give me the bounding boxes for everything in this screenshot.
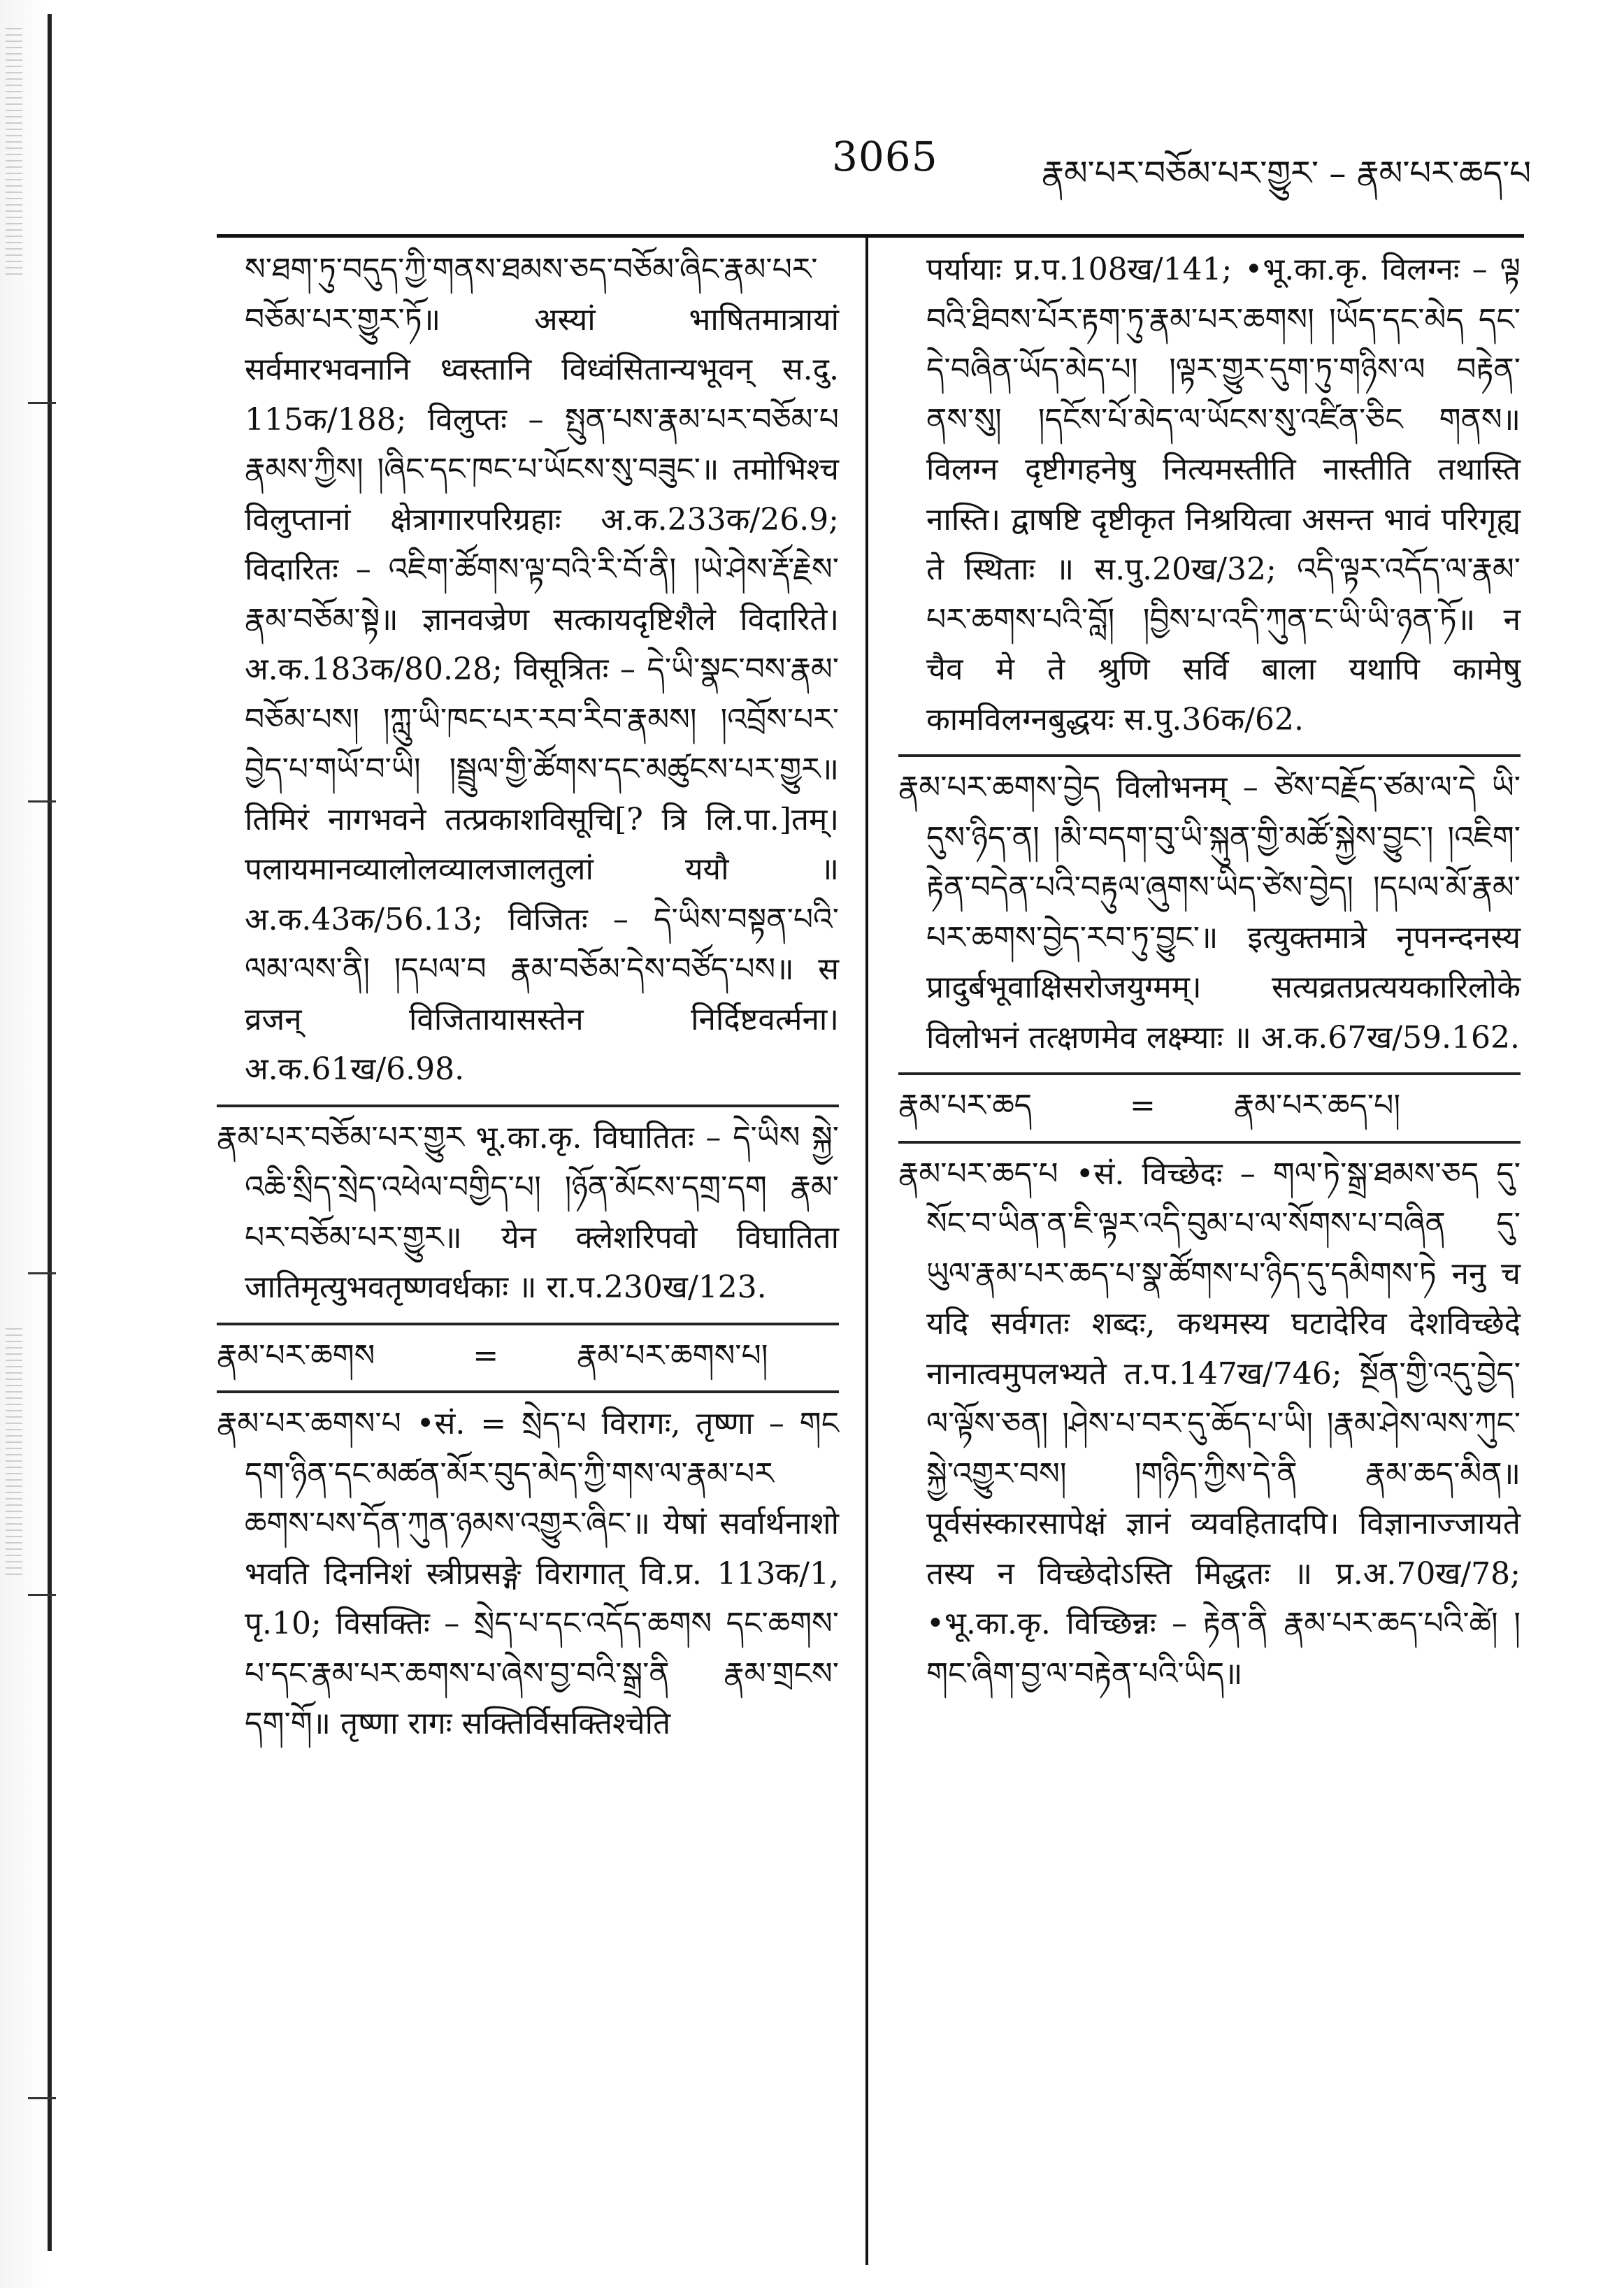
binding-tick [28,800,56,803]
page-number: 3065 [832,133,938,180]
dictionary-entry-crossref: རྣམ་པར་ཆགས = རྣམ་པར་ཆགས་པ། [217,1323,839,1381]
dictionary-entry: ས་ཐག་ཏུ་བདུད་ཀྱི་གནས་ཐམས་ཅད་བཅོམ་ཞིང་རྣམ་པར་བཅོམ་པར་གྱུར་ཏོ॥ अस्यां भाषितमात्रायां सर्वमारभवनानि ध्वस्तानि विध्वंसितान्यभूवन् स.दु. 115क/188; विलुप्तः – སྤུན་པས་རྣམ་པར་བཅོམ་པ རྣམས་ཀྱིས། །ཞིང་དང་ཁང་པ་ཡོངས་སུ་བཟུང་॥ तमोभिश्च विलुप्तानां क्षेत्रागारपरिग्रहाः अ.क.233क/26.9; विदारितः – འཇིག་ཚོགས་ལྟ་བའི་རི་བོ་ནི། །ཡེ་ཤེས་རྡོ་རྗེས་རྣམ་བཅོམ་སྟེ॥ ज्ञानवज्रेण सत्कायदृष्टिशैले विदारिते। अ.क.183क/80.28; विसूत्रितः – དེ་ཡི་སྣང་བས་རྣམ་བཅོམ་པས། །ཀླུ་ཡི་ཁང་པར་རབ་རིབ་རྣམས། །འབྲོས་པར་བྱེད་པ་གཡོ་བ་ཡི། །སྦྲུལ་གྱི་ཚོགས་དང་མཚུངས་པར་གྱུར॥ तिमिरं नागभवने तत्प्रकाशविसूचि[? त्रि लि.पा.]तम्। पलायमानव्यालोलव्यालजालतुलां ययौ ॥ अ.क.43क/56.13; विजितः – དེ་ཡིས་བསྟན་པའི་ལམ་ལས་ནི། །དཔལ་བ རྣམ་བཅོམ་དེས་བཙོད་པས॥ स व्रजन् विजितायासस्तेन निर्दिष्टवर्त्मना। अ.क.61ख/6.98. [245,252,839,1087]
left-column [217,245,839,1757]
binding-tick [28,2097,56,2099]
scan-noise [6,1328,22,1580]
dictionary-entry: རྣམ་པར་ཆད་པ •सं. विच्छेदः – གལ་ཏེ་སྒྲ་ཐམས་ཅད དུ་སོང་བ་ཡིན་ན་ཇི་ལྟར་འདི་བུམ་པ་ལ་སོགས་པ་བཞིན དུ་ཡུལ་རྣམ་པར་ཆད་པ་སྣ་ཚོགས་པ་ཉིད་དུ་དམིགས་ཏེ ननु च यदि सर्वगतः शब्दः, कथमस्य घटादेरिव देशविच्छेदे नानात्वमुपलभ्यते त.प.147ख/746; སྔོན་གྱི་འདུ་བྱེད་ལ་ལྟོས་ཅན། །ཤེས་པ་བར་དུ་ཆོད་པ་ཡི། །རྣམ་ཤེས་ལས་ཀུང་སྐྱེ་འགྱུར་བས། །གཉིད་ཀྱིས་དེ་ནི རྣམ་ཆད་མིན॥ पूर्वसंस्कारसापेक्षं ज्ञानं व्यवहितादपि। विज्ञानाज्जायते तस्य न विच्छेदोऽस्ति मिद्धतः ॥ प्र.अ.70ख/78; •भू.का.कृ. विच्छिन्नः – རྟེན་ནི རྣམ་པར་ཆད་པའི་ཚེ། །གང་ཞིག་བྱ་ལ་བརྟེན་པའི་ཡིད॥ [898,1141,1521,1699]
dictionary-entry: पर्यायाः प्र.प.108ख/141; •भू.का.कृ. विलग्नः – ལྟ བའི་ཐིབས་པོར་རྟག་ཏུ་རྣམ་པར་ཆགས། །ཡོད་དང་མེད དང་དེ་བཞིན་ཡོད་མེད་པ། །ལྟར་གྱུར་དུག་ཏུ་གཉིས་ལ བརྟེན་ནས་སུ། །དངོས་པོ་མེད་ལ་ཡོངས་སུ་འཛིན་ཅིང གནས॥ विलग्न दृष्टीगहनेषु नित्यमस्तीति नास्तीति तथास्ति नास्ति। द्वाषष्टि दृष्टीकृत निश्रयित्वा असन्त भावं परिगृह्य ते स्थिताः ॥ स.पु.20ख/32; འདི་ལྟར་འདོད་ལ་རྣམ་པར་ཆགས་པའི་བློ། །བྱིས་པ་འདི་ཀུན་ང་ཡི་ཡི་ཉན་ཏོ॥ न चैव मे ते श्रुणि सर्वि बाला यथापि कामेषु कामविलग्नबुद्धयः स.पु.36क/62. [926,252,1521,738]
dictionary-entry-crossref: རྣམ་པར་ཆད = རྣམ་པར་ཆད་པ། [898,1072,1521,1131]
right-column [898,245,1521,1707]
binding-tick [28,1272,56,1274]
dictionary-entry: རྣམ་པར་བཅོམ་པར་གྱུར भू.का.कृ. विघातितः – དེ་ཡིས སྐྱེ་འཆི་སྲིད་སྲེད་འཕེལ་བགྱིད་པ། །ཉོན་མོངས་དགྲ་དག རྣམ་པར་བཅོམ་པར་གྱུར॥ येन क्लेशरिपवो विघातिता जातिमृत्युभवतृष्णवर्धकाः ॥ रा.प.230ख/123. [217,1105,839,1313]
page-binding-edge [0,0,49,2288]
dictionary-entry: རྣམ་པར་ཆགས་པ •सं. = སྲེད་པ विरागः, तृष्णा – གང དག་ཉིན་དང་མཚན་མོར་བུད་མེད་ཀྱི་གས་ལ་རྣམ་པར ཆགས་པས་དོན་ཀུན་ཉམས་འགྱུར་ཞིང་॥ येषां सर्वार्थनाशो भवति दिननिशं स्त्रीप्रसङ्गे विरागात् वि.प्र. 113क/1, पृ.10; विसक्तिः – སྲེད་པ་དང་འདོད་ཆགས དང་ཆགས་པ་དང་རྣམ་པར་ཆགས་པ་ཞེས་བྱ་བའི་སྒྲ་ནི རྣམ་གྲངས་དག་གོ॥ तृष्णा रागः सक्तिर्विसक्तिश्चेति [217,1390,839,1749]
column-divider [865,238,868,2265]
binding-rule [48,14,52,2251]
running-head: རྣམ་པར་བཅོམ་པར་གྱུར་ – རྣམ་པར་ཆད་པ [1041,154,1531,193]
header-rule [217,234,1524,238]
dictionary-entry: རྣམ་པར་ཆགས་བྱེད विलोभनम् – ཙེས་བརྗོད་ཙམ་ལ་དེ ཡི་དུས་ཉིད་ན། །མི་བདག་བུ་ཡི་སྐུན་གྱི་མཚོ་སྐྱེས་བྱུང་། །འཇིག་རྟེན་བདེན་པའི་བརྟུལ་ཞུགས་ཡིད་ཙེས་བྱེད། །དཔལ་མོ་རྣམ་པར་ཆགས་བྱེད་རབ་ཏུ་བྱུང་॥ इत्युक्तमात्रे नृपनन्दनस्य प्रादुर्बभूवाक्षिसरोजयुग्मम्। सत्यव्रतप्रत्ययकारिलोके विलोभनं तत्क्षणमेव लक्ष्म्याः ॥ अ.क.67ख/59.162. [898,754,1521,1063]
scan-noise [6,28,22,280]
page-header [217,126,1531,193]
binding-tick [28,1594,56,1596]
binding-tick [28,402,56,404]
